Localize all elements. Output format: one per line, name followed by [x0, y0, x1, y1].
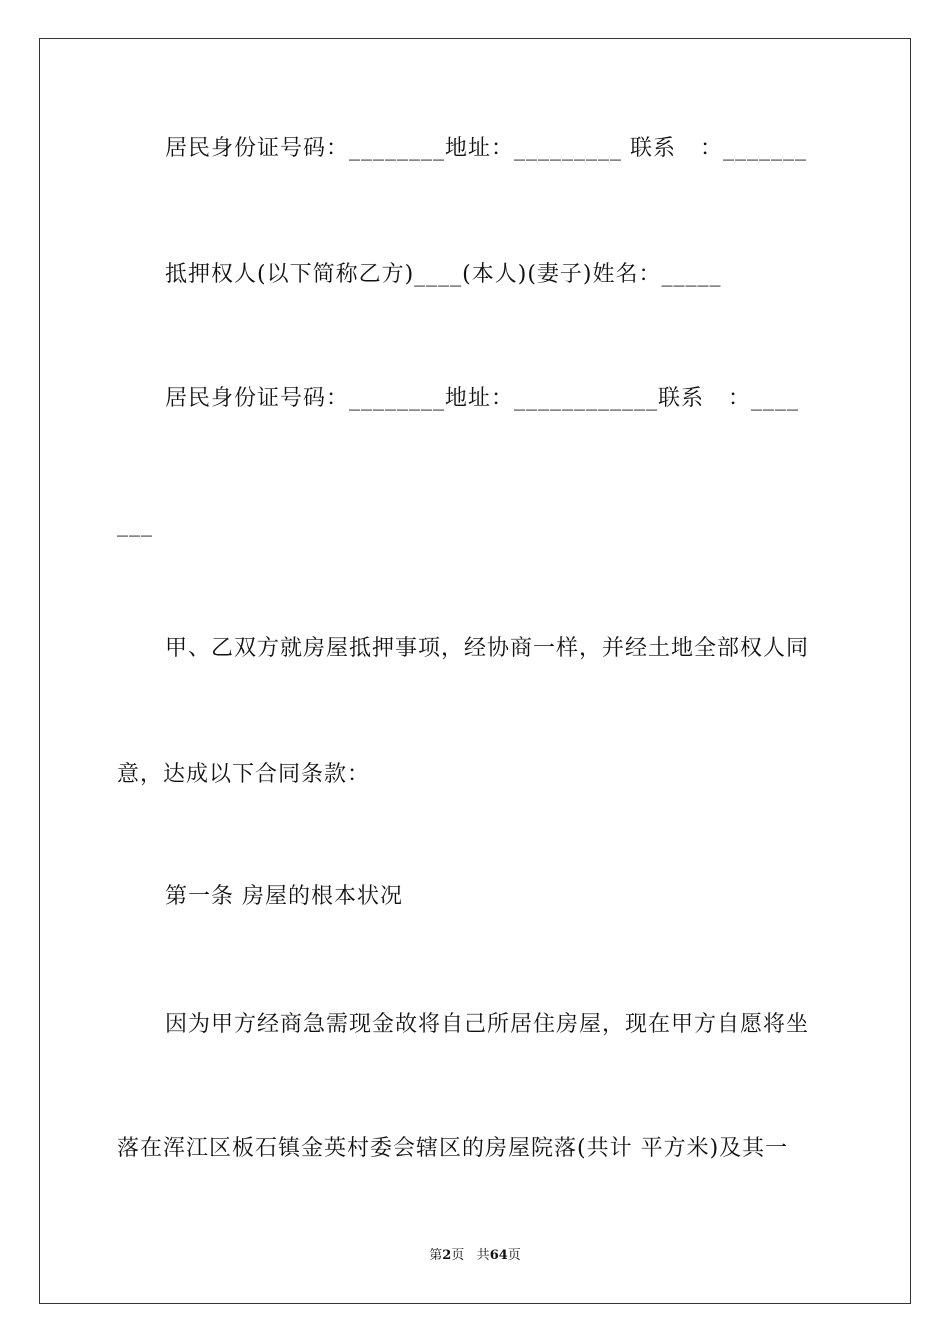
footer-page-suffix: 页	[451, 1248, 465, 1263]
agreement-paragraph-line-1: 甲、乙双方就房屋抵押事项，经协商一样，并经土地全部权人同	[165, 636, 810, 661]
footer-total-pages: 64	[489, 1248, 508, 1263]
id-address-contact-line-party-b: 居民身份证号码：________地址：____________联系 ：____	[165, 386, 799, 411]
page-footer	[0, 1248, 950, 1264]
agreement-paragraph-line-2: 意，达成以下合同条款：	[117, 762, 371, 787]
id-address-contact-line-party-a: 居民身份证号码：________地址：_________ 联系 ：_______	[165, 136, 807, 161]
article-one-paragraph-line-2: 落在浑江区板石镇金英村委会辖区的房屋院落(共计 平方米)及其一	[117, 1136, 789, 1161]
article-one-paragraph-line-1: 因为甲方经商急需现金故将自己所居住房屋，现在甲方自愿将坐	[165, 1012, 810, 1037]
footer-total-prefix: 共	[476, 1248, 490, 1263]
mortgagee-line: 抵押权人(以下简称乙方)____(本人)(妻子)姓名：_____	[165, 262, 722, 287]
article-one-heading: 第一条 房屋的根本状况	[165, 884, 403, 909]
footer-total-suffix: 页	[507, 1248, 521, 1263]
page-border	[39, 38, 911, 1304]
footer-page-number: 2	[442, 1248, 452, 1263]
footer-page-prefix: 第	[429, 1248, 443, 1263]
contact-continuation-line: ___	[117, 512, 153, 537]
